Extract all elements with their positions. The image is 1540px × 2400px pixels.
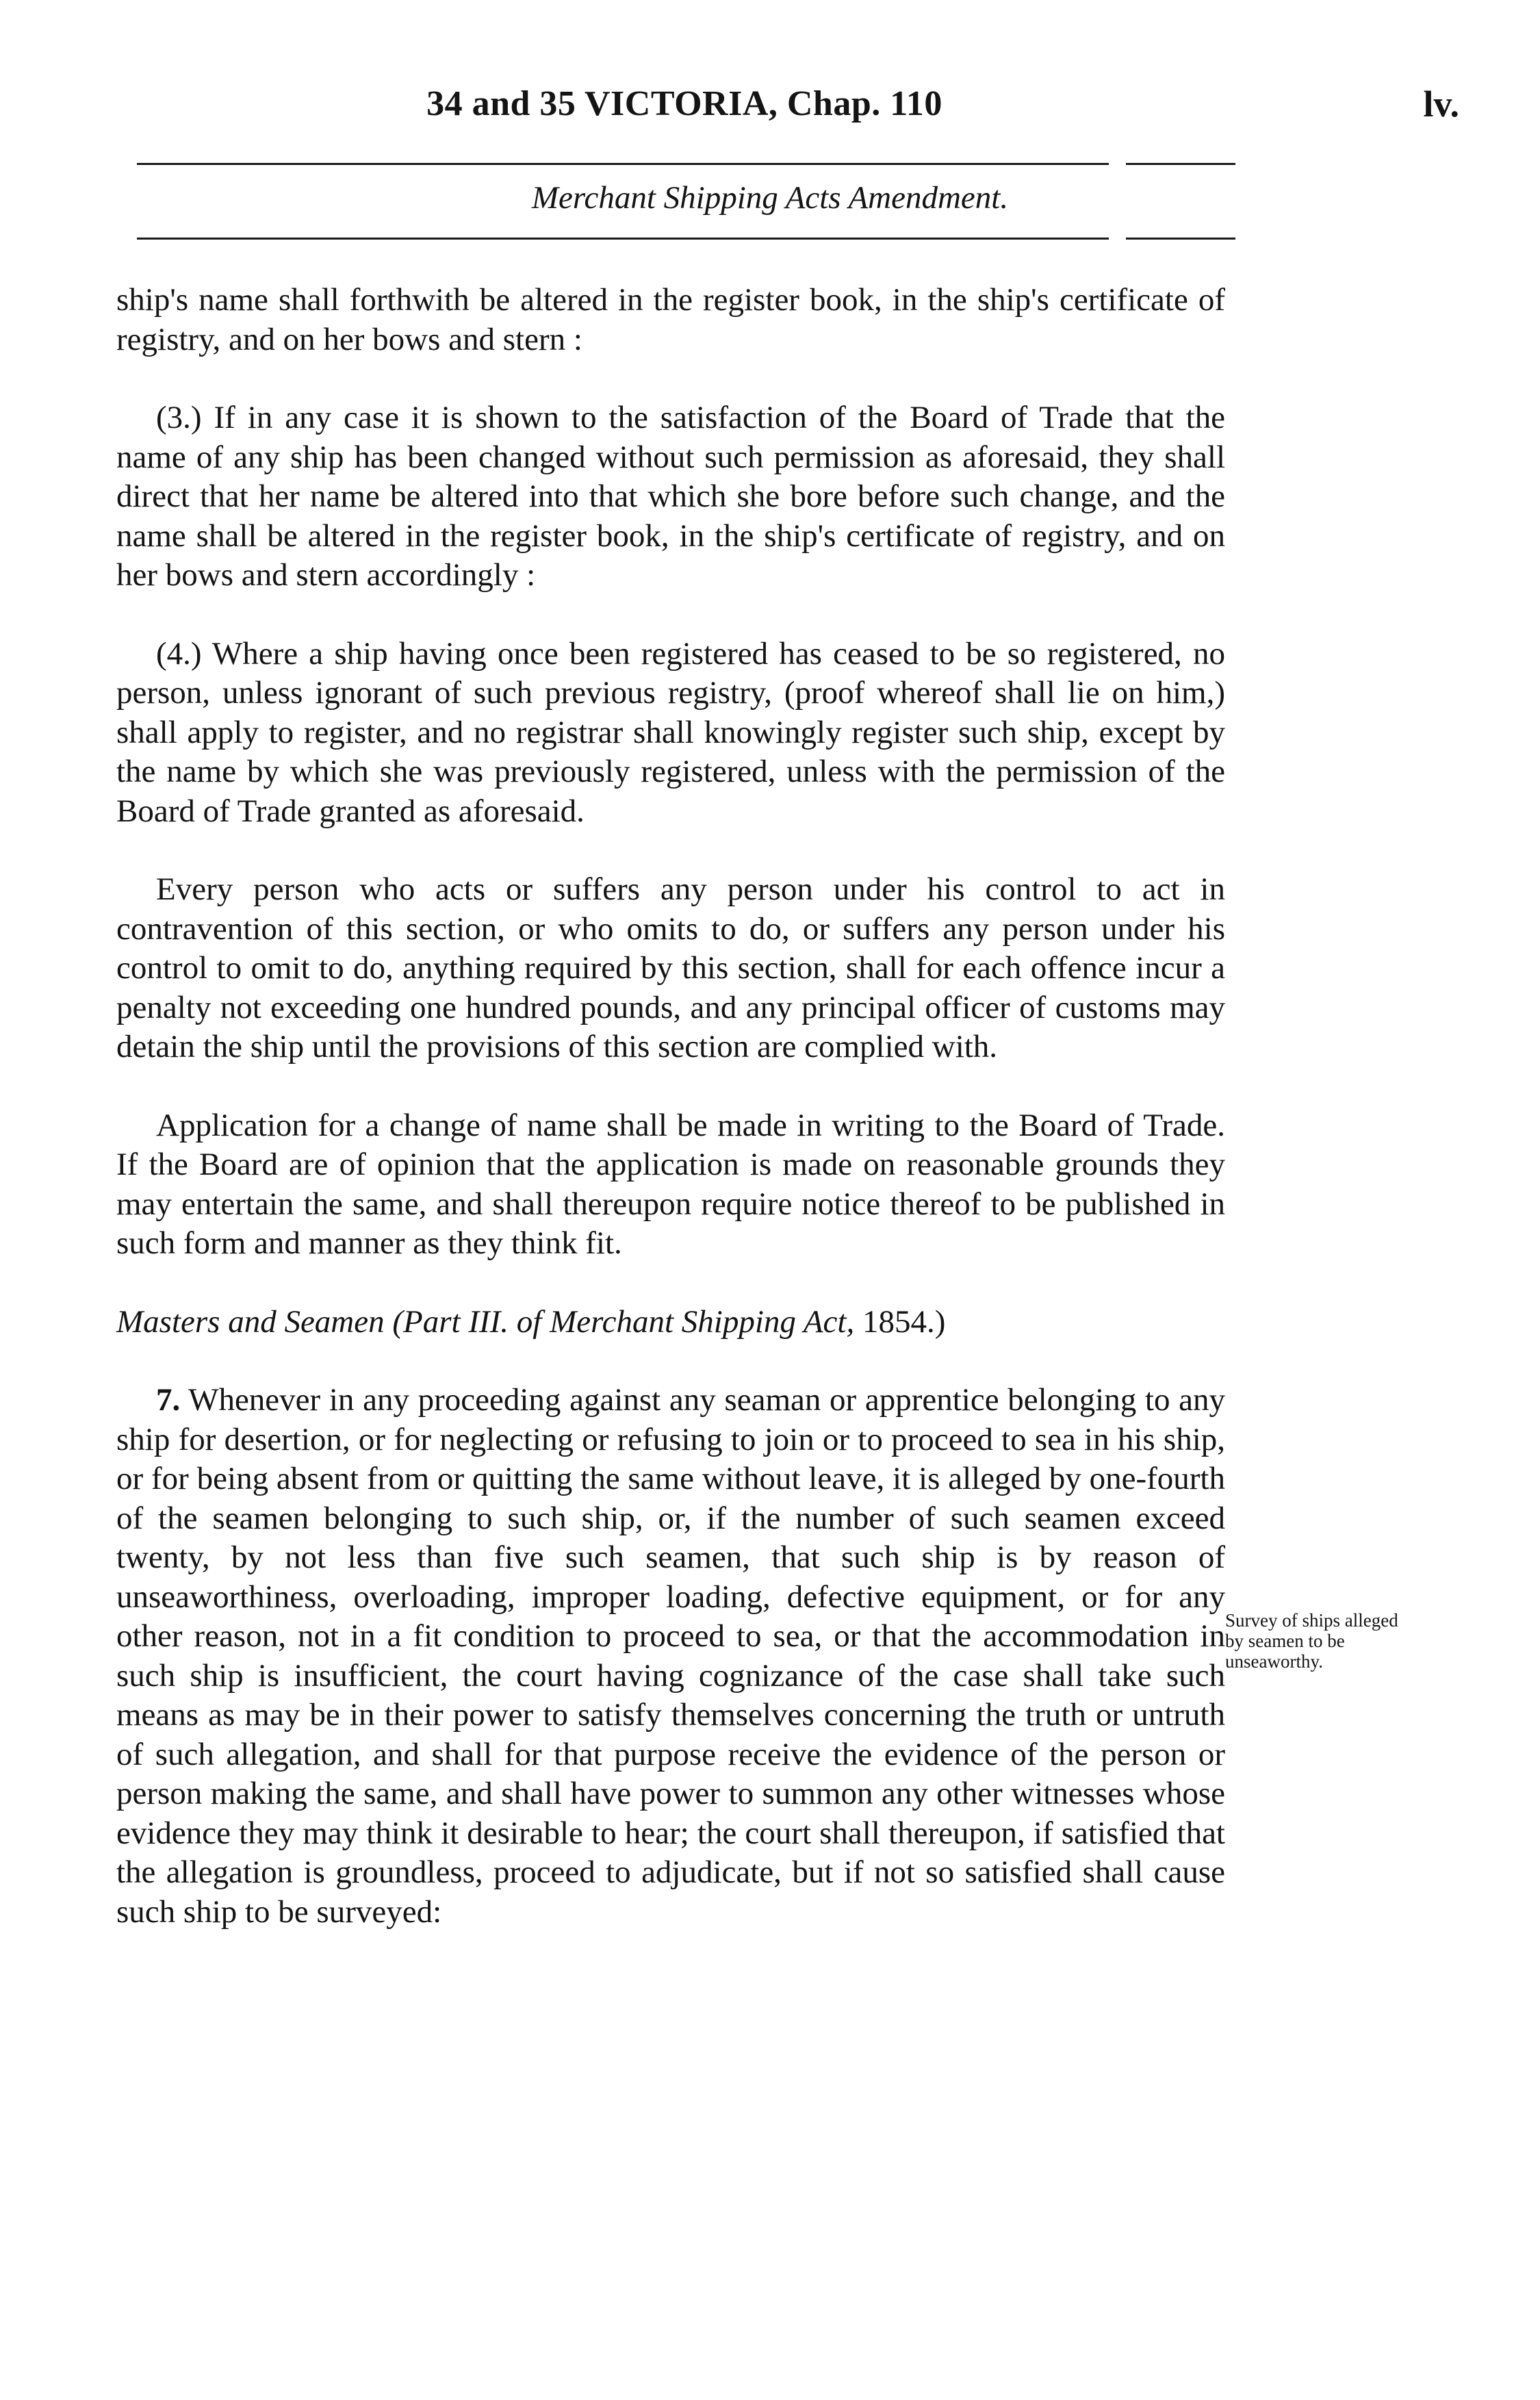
paragraph-continuation: ship's name shall forthwith be altered in the register book, in the ship's certificate of registry, and on her bows and stern : (116, 282, 1225, 357)
running-title: 34 and 35 VICTORIA, Chap. 110 (426, 84, 942, 123)
paragraph-subsection-4: (4.) Where a ship having once been registered has ceased to be so registered, no person, unless ignorant of such previous registry, (proof whereof shall lie on him,) shall apply to register, and no registrar shall knowingly register such ship, except by the name by which she was previously registered, unless with the permission of the Board of Trade granted as aforesaid. (116, 635, 1225, 829)
page-subtitle: Merchant Shipping Acts Amendment. (531, 180, 1009, 216)
section-heading (116, 1303, 1225, 1342)
paragraph-penalty: Every person who acts or suffers any person under his control to act in contravention of this section, or who omits to do, or suffers any person under his control to omit to do, anything required by this section, shall for each offence incur a penalty not exceeding one hundred pounds, and any principal officer of customs may detain the ship until the provisions of this section are complied with. (116, 871, 1225, 1064)
header-rule-bottom-left (137, 238, 1109, 240)
body-text (116, 281, 1225, 1932)
page-number: lv. (1423, 84, 1459, 125)
section-7-paragraph (116, 1381, 1225, 1932)
section-heading-text: Masters and Seamen (Part III. of Merchant Shipping Act, (116, 1303, 855, 1340)
running-head (0, 77, 1540, 131)
section-number: 7. (156, 1382, 181, 1418)
section-heading-year: 1854.) (862, 1303, 946, 1340)
paragraph-subsection-3: (3.) If in any case it is shown to the satisfaction of the Board of Trade that the name of any ship has been changed without such permission as aforesaid, they shall direct that her name be altered into that which she bore before such change, and the name shall be altered in the register book, in the ship's certificate of registry, and on her bows and stern accordingly : (116, 400, 1225, 593)
paragraph-application: Application for a change of name shall be made in writing to the Board of Trade. If the Board are of opinion that the application is made on reasonable grounds they may entertain the same, and shall thereupon require notice thereof to be published in such form and manner as they think fit. (116, 1107, 1225, 1261)
header-rule-top-right (1126, 163, 1235, 165)
section-7-text: Whenever in any proceeding against any seaman or apprentice belonging to any ship for desertion, or for neglecting or refusing to join or to proceed to sea in his ship, or for being absent from or quitting the same without leave, it is alleged by one-fourth of the seamen belonging to such ship, or, if the number of such seamen exceed twenty, by not less than five such seamen, that such ship is by reason of unseaworthiness, overloading, improper loading, defective equipment, or for any other reason, not in a fit condition to proceed to sea, or that the accommodation in such ship is insufficient, the court having cognizance of the case shall take such means as may be in their power to satisfy themselves concerning the truth or untruth of such allegation, and shall for that purpose receive the evidence of the person or person making the same, and shall have power to summon any other witnesses whose evidence they may think it desirable to hear; the court shall thereupon, if satisfied that the allegation is groundless, proceed to adjudicate, but if not so satisfied shall cause such ship to be surveyed: (116, 1382, 1225, 1930)
margin-note: Survey of ships alleged by seamen to be unseaworthy. (1225, 1610, 1398, 1672)
header-rule-top-left (137, 163, 1109, 165)
header-rule-bottom-right (1126, 238, 1235, 240)
